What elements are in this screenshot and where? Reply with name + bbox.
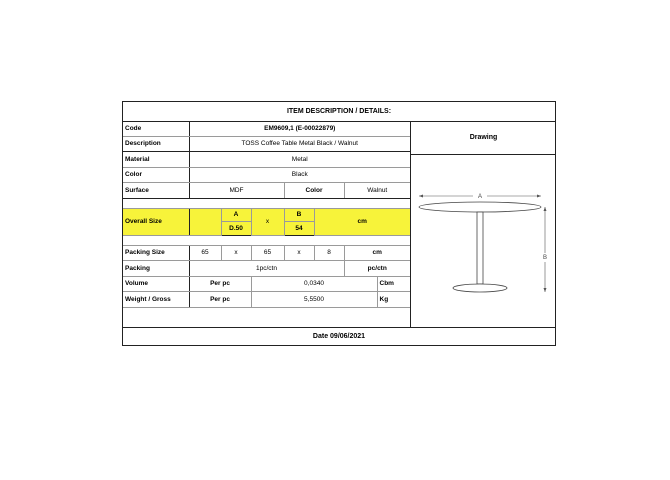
packing-size-x2: x [284, 245, 314, 261]
row-packing [123, 261, 410, 277]
surface-color-label: Color [284, 183, 344, 199]
row-code [123, 121, 410, 136]
row-weight [123, 292, 410, 308]
packing-label: Packing [123, 261, 189, 277]
dim-a-label: A [221, 208, 251, 222]
dim-a-arrow-left [419, 195, 423, 198]
row-surface [123, 183, 410, 199]
dim-a-arrow-right [537, 195, 541, 198]
volume-unit: Cbm [377, 276, 410, 292]
packing-size-label: Packing Size [123, 245, 189, 261]
row-overall-size-top [123, 208, 410, 222]
weight-per: Per pc [189, 292, 251, 308]
dim-b-value: 54 [284, 222, 314, 236]
row-description [123, 136, 410, 152]
weight-unit: Kg [377, 292, 410, 308]
volume-per: Per pc [189, 276, 251, 292]
volume-value: 0,0340 [251, 276, 377, 292]
dim-a-value: D.50 [221, 222, 251, 236]
surface-value: MDF [189, 183, 284, 199]
volume-label: Volume [123, 276, 189, 292]
sheet-date: Date 09/06/2021 [123, 327, 555, 345]
drawing-title: Drawing [411, 121, 556, 155]
details-table-area [123, 121, 410, 328]
description-value: TOSS Coffee Table Metal Black / Walnut [189, 136, 410, 152]
color-value: Black [189, 167, 410, 183]
description-label: Description [123, 136, 189, 152]
overall-unit: cm [314, 208, 410, 235]
sheet-title: ITEM DESCRIPTION / DETAILS: [123, 102, 555, 122]
dim-b-arrow-top [544, 207, 547, 211]
color-label: Color [123, 167, 189, 183]
spacer-row [123, 198, 410, 208]
pedestal [477, 212, 483, 284]
code-label: Code [123, 121, 189, 136]
drawing-panel [410, 121, 556, 328]
row-volume [123, 276, 410, 292]
packing-size-unit: cm [344, 245, 410, 261]
weight-label: Weight / Gross [123, 292, 189, 308]
row-packing-size [123, 245, 410, 261]
dim-b-arrow-bottom [544, 288, 547, 292]
material-value: Metal [189, 152, 410, 168]
packing-value: 1pc/ctn [189, 261, 344, 277]
details-table [123, 121, 410, 308]
code-value: EM9609,1 (E-00022879) [189, 121, 410, 136]
surface-label: Surface [123, 183, 189, 199]
packing-size-1: 65 [189, 245, 221, 261]
overall-x: x [251, 208, 284, 235]
row-color [123, 167, 410, 183]
spacer-row [123, 235, 410, 245]
packing-size-2: 65 [251, 245, 284, 261]
weight-value: 5,5500 [251, 292, 377, 308]
tabletop [419, 202, 541, 212]
table-drawing [411, 155, 556, 328]
dim-b-text: B [542, 255, 548, 261]
row-material [123, 152, 410, 168]
dim-a-text: A [477, 194, 483, 200]
spec-sheet [122, 101, 556, 346]
surface-color-value: Walnut [344, 183, 410, 199]
packing-size-x1: x [221, 245, 251, 261]
packing-size-3: 8 [314, 245, 344, 261]
overall-size-label: Overall Size [123, 208, 189, 235]
packing-unit: pc/ctn [344, 261, 410, 277]
base [453, 284, 507, 292]
material-label: Material [123, 152, 189, 168]
dim-b-label: B [284, 208, 314, 222]
